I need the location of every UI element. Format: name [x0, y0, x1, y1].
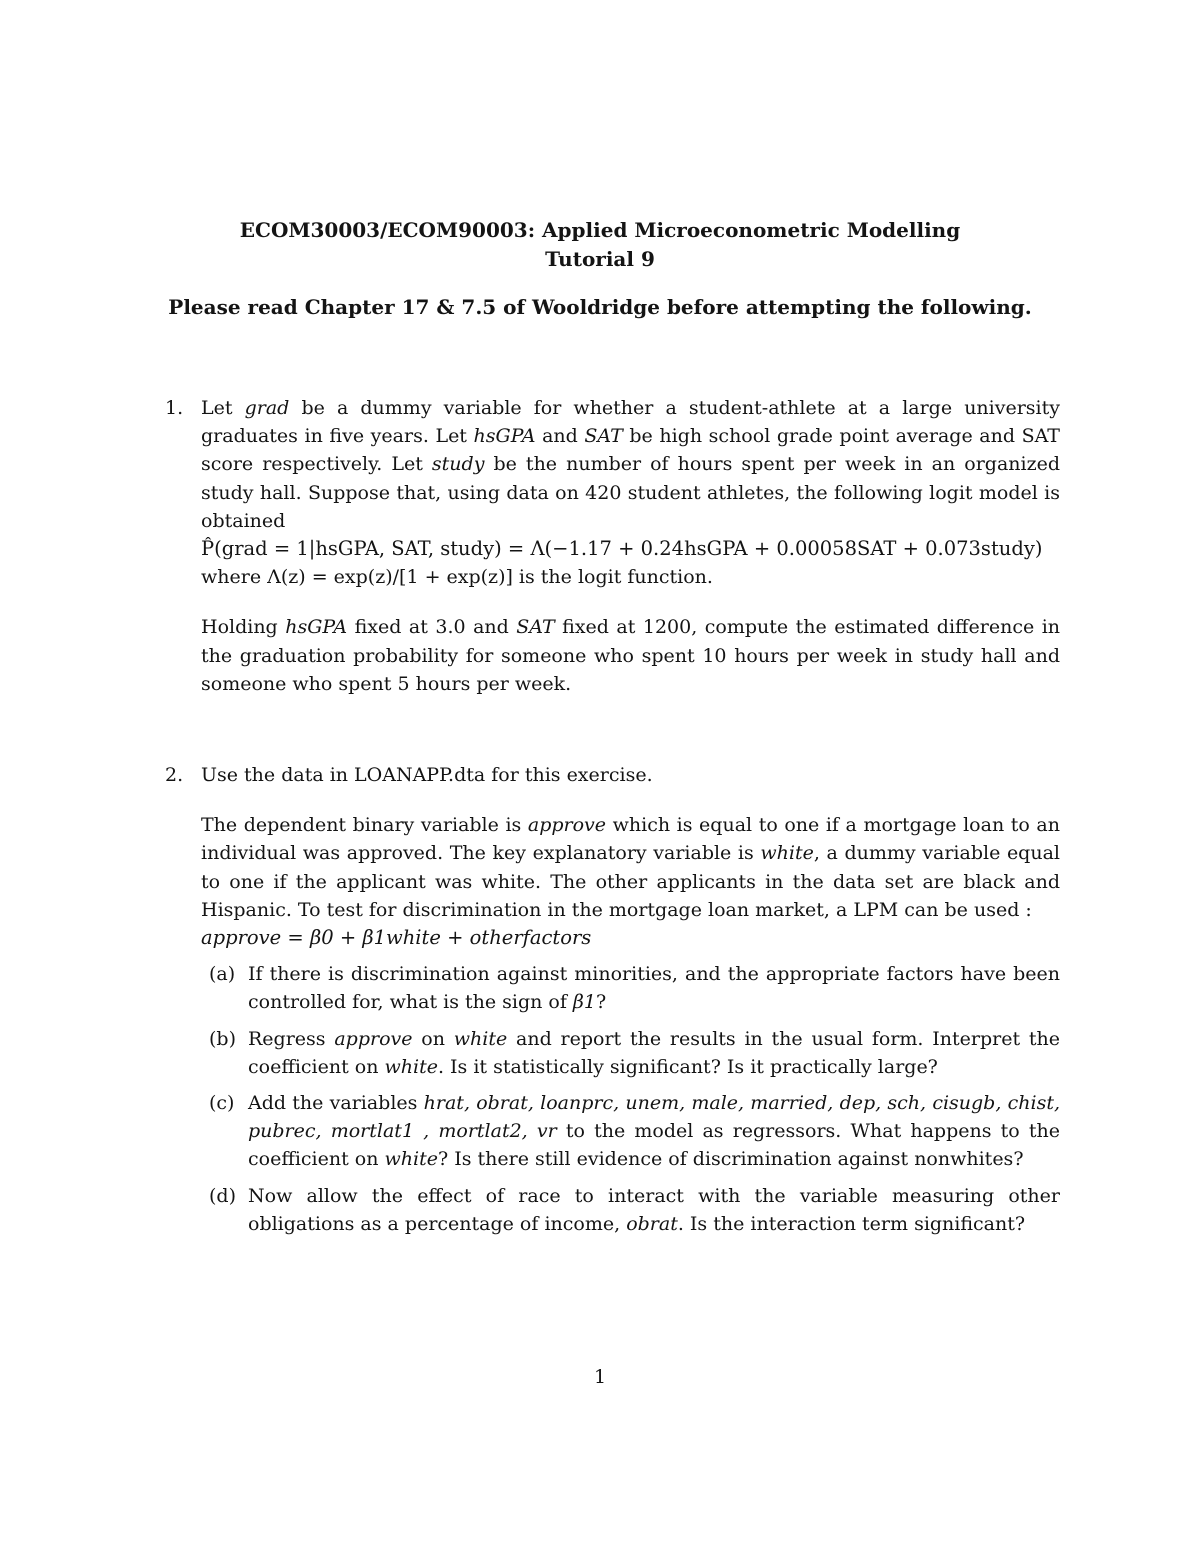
lpm-equation: approve = β0 + β1white + otherfactors — [201, 926, 592, 950]
part-a: (a) If there is discrimination against minorities, and the appropriate factors have been controlled for, what is the sign of β1? — [209, 963, 1060, 1014]
part-d: (d) Now allow the effect of race to interact with the variable measuring other obligations as a percentage of income, obrat. Is the interaction term significant? — [209, 1184, 1060, 1235]
variable-sat: SAT — [584, 425, 623, 448]
question-1-text: Let grad be a dummy variable for whether a student-athlete at a large university graduates in five years. Let hsGPA and SAT be high school grade point average and SAT score respectively. Let study be the number of hours spent per week in an organized study hall. Suppose that, using data on 420 student athletes, the following logit model is obtained — [201, 397, 1060, 532]
course-title: ECOM30003/ECOM90003: Applied Microeconometric Modelling — [239, 218, 961, 242]
part-b: (b) Regress approve on white and report the results in the usual form. Interpret the coefficient on white. Is it statistically significant? Is it practically large? — [209, 1027, 1060, 1078]
logit-function-definition: where Λ(z) = exp(z)/[1 + exp(z)] is the logit function. — [201, 566, 713, 589]
variable-study: study — [431, 453, 485, 476]
question-2-parts — [201, 960, 1060, 1238]
question-2 — [165, 761, 1060, 1238]
logit-equation: P̂(grad = 1|hsGPA, SAT, study) = Λ(−1.17 + 0.24hsGPA + 0.00058SAT + 0.073study) — [201, 537, 1043, 561]
page-number: 1 — [593, 1366, 607, 1388]
variable-grad: grad — [244, 397, 290, 419]
question-number: 2. — [165, 764, 184, 786]
question-number: 1. — [165, 397, 184, 419]
variable-hsgpa: hsGPA — [473, 425, 536, 448]
reading-instruction: Please read Chapter 17 & 7.5 of Wooldridge before attempting the following. — [168, 295, 1032, 319]
question-2-intro: Use the data in LOANAPP.dta for this exercise. — [201, 764, 653, 786]
question-1-task: Holding hsGPA fixed at 3.0 and SAT fixed at 1200, compute the estimated difference in the graduation probability for someone who spent 10 hours per week in study hall and someone who spent 5 hours per week. — [201, 616, 1061, 695]
question-1 — [165, 394, 1060, 698]
tutorial-title: Tutorial 9 — [545, 247, 655, 271]
question-2-description: The dependent binary variable is approve which is equal to one if a mortgage loan to an individual was approved. The key explanatory variable is white, a dummy variable equal to one if the applicant was white. The other applicants in the data set are black and Hispanic. To test for discrimination in the mortgage loan market, a LPM can be used : — [201, 814, 1060, 921]
part-c: (c) Add the variables hrat, obrat, loanprc, unem, male, married, dep, sch, cisugb, chist, pubrec, mortlat1 , mortlat2, vr to the model as regressors. What happens to the coefficient on white? Is there still evidence of discrimination against nonwhites? — [209, 1092, 1060, 1171]
